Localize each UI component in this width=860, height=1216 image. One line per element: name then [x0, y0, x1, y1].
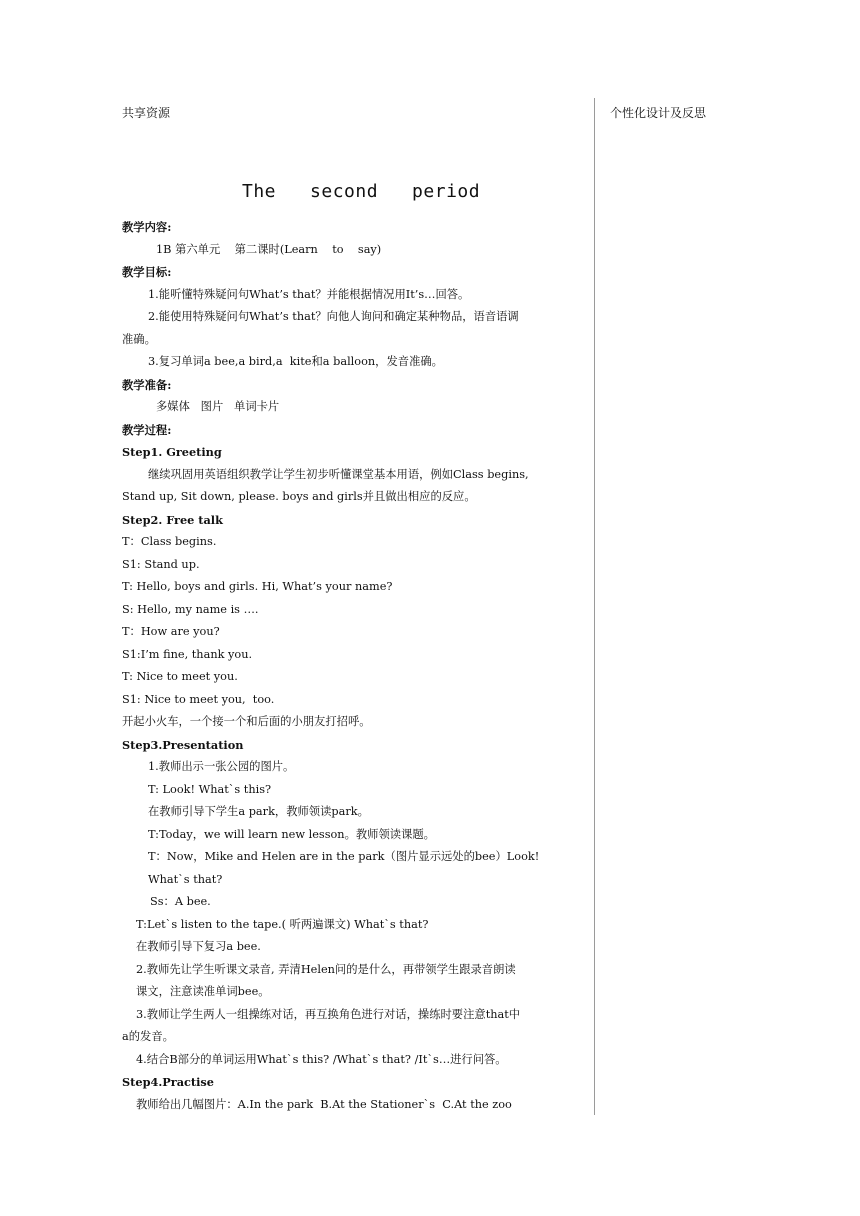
presentation-line: Ss：A bee. [150, 895, 211, 908]
page-title: The second period [242, 181, 481, 202]
reflection-label: 个性化设计及反思 [610, 106, 707, 120]
activity-note: 开起小火车，一个接一个和后面的小朋友打招呼。 [122, 715, 371, 728]
presentation-line: T: Look! What`s this? [148, 782, 272, 796]
presentation-line: a的发音。 [122, 1030, 174, 1043]
presentation-line: What`s that? [148, 872, 223, 886]
step-3-heading: Step3.Presentation [122, 737, 244, 752]
shared-resources-label: 共享资源 [122, 106, 171, 120]
dialogue-line: T: Hello, boys and girls. Hi, What’s your name? [122, 580, 393, 593]
content-text: 1B 第六单元 第二课时(Learn to say) [156, 242, 382, 256]
content-label: 教学内容: [122, 220, 172, 234]
step-1-text: 继续巩固用英语组织教学让学生初步听懂课堂基本用语，例如Class begins, [148, 467, 529, 481]
dialogue-line: T：Class begins. [122, 535, 217, 548]
prep-label: 教学准备: [122, 377, 172, 392]
step-4-heading: Step4.Practise [122, 1075, 214, 1089]
column-divider [594, 98, 595, 1115]
practise-line: 教师给出几幅图片：A.In the park B.At the Stationer`s C.At the zoo [136, 1097, 512, 1111]
presentation-line: 1.教师出示一张公园的图片。 [148, 760, 295, 773]
process-label: 教学过程: [122, 422, 172, 437]
step-1-heading: Step1. Greeting [122, 445, 222, 459]
dialogue-line: T: Nice to meet you. [122, 670, 238, 683]
presentation-line: T:Let`s listen to the tape.( 听两遍课文) What`s that? [136, 917, 429, 931]
goal-2: 2.能使用特殊疑问句What’s that？向他人询问和确定某种物品，语音语调 [148, 310, 519, 323]
dialogue-line: S1: Stand up. [122, 557, 200, 571]
dialogue-line: S1:I’m fine, thank you. [122, 647, 253, 661]
step-1-text-cont: Stand up, Sit down, please. boys and girls并且做出相应的反应。 [122, 490, 476, 503]
presentation-line: 在教师引导下学生a park，教师领读park。 [148, 805, 369, 818]
presentation-line: 课文，注意读准单词bee。 [136, 985, 270, 998]
presentation-line: 4.结合B部分的单词运用What`s this? /What`s that? /It`s…进行问答。 [136, 1052, 507, 1066]
presentation-line: 2.教师先让学生听课文录音, 弄清Helen问的是什么，再带领学生跟录音朗读 [136, 962, 516, 976]
presentation-line: T：Now，Mike and Helen are in the park（图片显示远处的bee）Look! [148, 850, 540, 863]
prep-text: 多媒体 图片 单词卡片 [156, 400, 280, 413]
step-2-heading: Step2. Free talk [122, 512, 223, 527]
left-column-header [122, 104, 584, 122]
goal-2-cont: 准确。 [122, 332, 156, 346]
right-column-header [610, 104, 830, 122]
dialogue-line: S: Hello, my name is …. [122, 602, 259, 616]
lesson-plan-body [122, 216, 584, 1116]
presentation-line: 在教师引导下复习a bee. [136, 940, 261, 953]
presentation-line: 3.教师让学生两人一组操练对话，再互换角色进行对话，操练时要注意that中 [136, 1007, 521, 1021]
goal-3: 3.复习单词a bee,a bird,a kite和a balloon，发音准确。 [148, 355, 443, 368]
dialogue-line: S1: Nice to meet you, too. [122, 692, 275, 706]
dialogue-line: T：How are you? [122, 625, 220, 638]
goals-label: 教学目标: [122, 265, 172, 279]
goal-1: 1.能听懂特殊疑问句What’s that？并能根据情况用It’s…回答。 [148, 287, 470, 301]
presentation-line: T:Today，we will learn new lesson。教师领读课题。 [148, 827, 435, 841]
